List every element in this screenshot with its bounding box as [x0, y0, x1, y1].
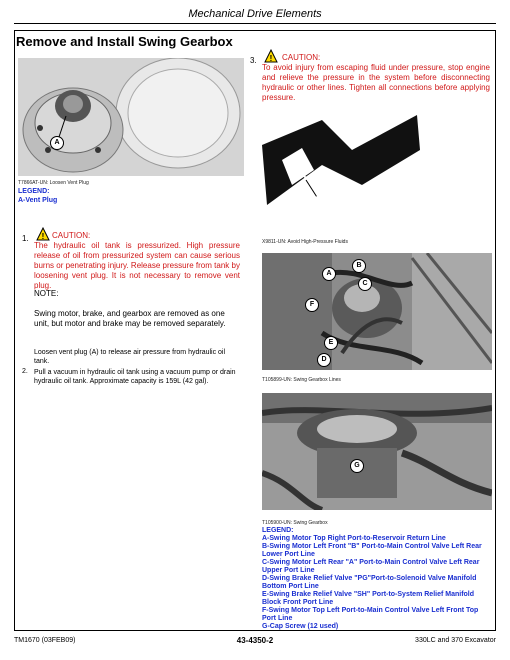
step3-number: 3.: [250, 56, 257, 65]
step1-caution-label: CAUTION:: [52, 231, 91, 240]
figure1-caption: T7866AT-UN: Loosen Vent Plug: [18, 180, 89, 186]
figure1-legend-title: LEGEND:: [18, 188, 50, 195]
step1-instruction: Loosen vent plug (A) to release air pressure from hydraulic oil tank.: [34, 349, 226, 365]
footer-rule: [14, 630, 496, 631]
step1-caution-text: The hydraulic oil tank is pressurized. High pressure release of oil from pressurized system can cause serious burns or penetrating injury. Release pressure from tank by loosening vent plug. It is not necessary to remove vent plug.: [34, 241, 240, 290]
step2-number: 2.: [22, 368, 28, 375]
step3-caution-text: To avoid injury from escaping fluid under pressure, stop engine and relieve the pressure in the system before disconnecting hydraulic or other lines. Tighten all connections before applying pressure.: [262, 63, 490, 102]
figure4-caption: T105900-UN: Swing Gearbox: [262, 520, 328, 526]
callout-d: D: [317, 353, 331, 367]
legend-item-b: B-Swing Motor Left Front "B" Port-to-Main Control Valve Left Rear Lower Port Line: [262, 543, 482, 558]
figure4-legend-title: LEGEND:: [262, 527, 294, 534]
figure3-caption: T105899-UN: Swing Gearbox Lines: [262, 377, 341, 383]
section-title: Remove and Install Swing Gearbox: [16, 34, 233, 49]
callout-c: C: [358, 277, 372, 291]
header-rule: [14, 23, 496, 24]
legend-item-e: E-Swing Brake Relief Valve "SH" Port-to-System Relief Manifold Block Front Port Line: [262, 591, 475, 606]
swing-gearbox-photo: [262, 393, 492, 510]
section-right-rule: [495, 30, 496, 630]
callout-g: G: [350, 459, 364, 473]
step2-text: Pull a vacuum in hydraulic oil tank using a vacuum pump or drain hydraulic oil tank. Approximate capacity is 159L (42 gal).: [34, 369, 236, 385]
callout-a: A: [50, 136, 64, 150]
section-top-rule: [14, 30, 496, 31]
legend-item-a: A-Swing Motor Top Right Port-to-Reservoir Return Line: [262, 535, 446, 542]
section-left-rule: [14, 30, 15, 630]
figure1-legend-item: A-Vent Plug: [18, 197, 58, 204]
step1-number: 1.: [22, 234, 29, 243]
step3-caution-label: CAUTION:: [282, 53, 321, 62]
step1-note-label: NOTE:: [34, 289, 59, 298]
callout-e: E: [324, 336, 338, 350]
callout-f: F: [305, 298, 319, 312]
vent-plug-photo: [18, 58, 244, 176]
callout-b: B: [352, 259, 366, 273]
figure2-caption: X9811-UN: Avoid High-Pressure Fluids: [262, 239, 348, 245]
legend-item-d: D-Swing Brake Relief Valve "PG"Port-to-Solenoid Valve Manifold Bottom Port Line: [262, 575, 477, 590]
footer-left: TM1670 (03FEB09): [14, 637, 76, 644]
footer-right: 330LC and 370 Excavator: [415, 637, 496, 644]
figure4-legend-list: [262, 535, 492, 631]
footer-page-number: 43-4350-2: [236, 636, 274, 645]
legend-item-g: G-Cap Screw (12 used): [262, 623, 339, 630]
swing-gearbox-lines-photo: [262, 253, 492, 370]
svg-text:!: !: [269, 54, 273, 63]
legend-item-f: F-Swing Motor Top Left Port-to-Main Control Valve Left Front Top Port Line: [262, 607, 479, 622]
page-header-title: Mechanical Drive Elements: [188, 8, 322, 20]
callout-a-lines: A: [322, 267, 336, 281]
step1-note-text: Swing motor, brake, and gearbox are removed as one unit, but motor and brake may be removed separately.: [34, 309, 226, 328]
legend-item-c: C-Swing Motor Left Rear "A" Port-to-Main Control Valve Left Rear Upper Port Line: [262, 559, 480, 574]
svg-text:!: !: [41, 232, 45, 241]
high-pressure-fluid-illustration: [262, 110, 422, 230]
